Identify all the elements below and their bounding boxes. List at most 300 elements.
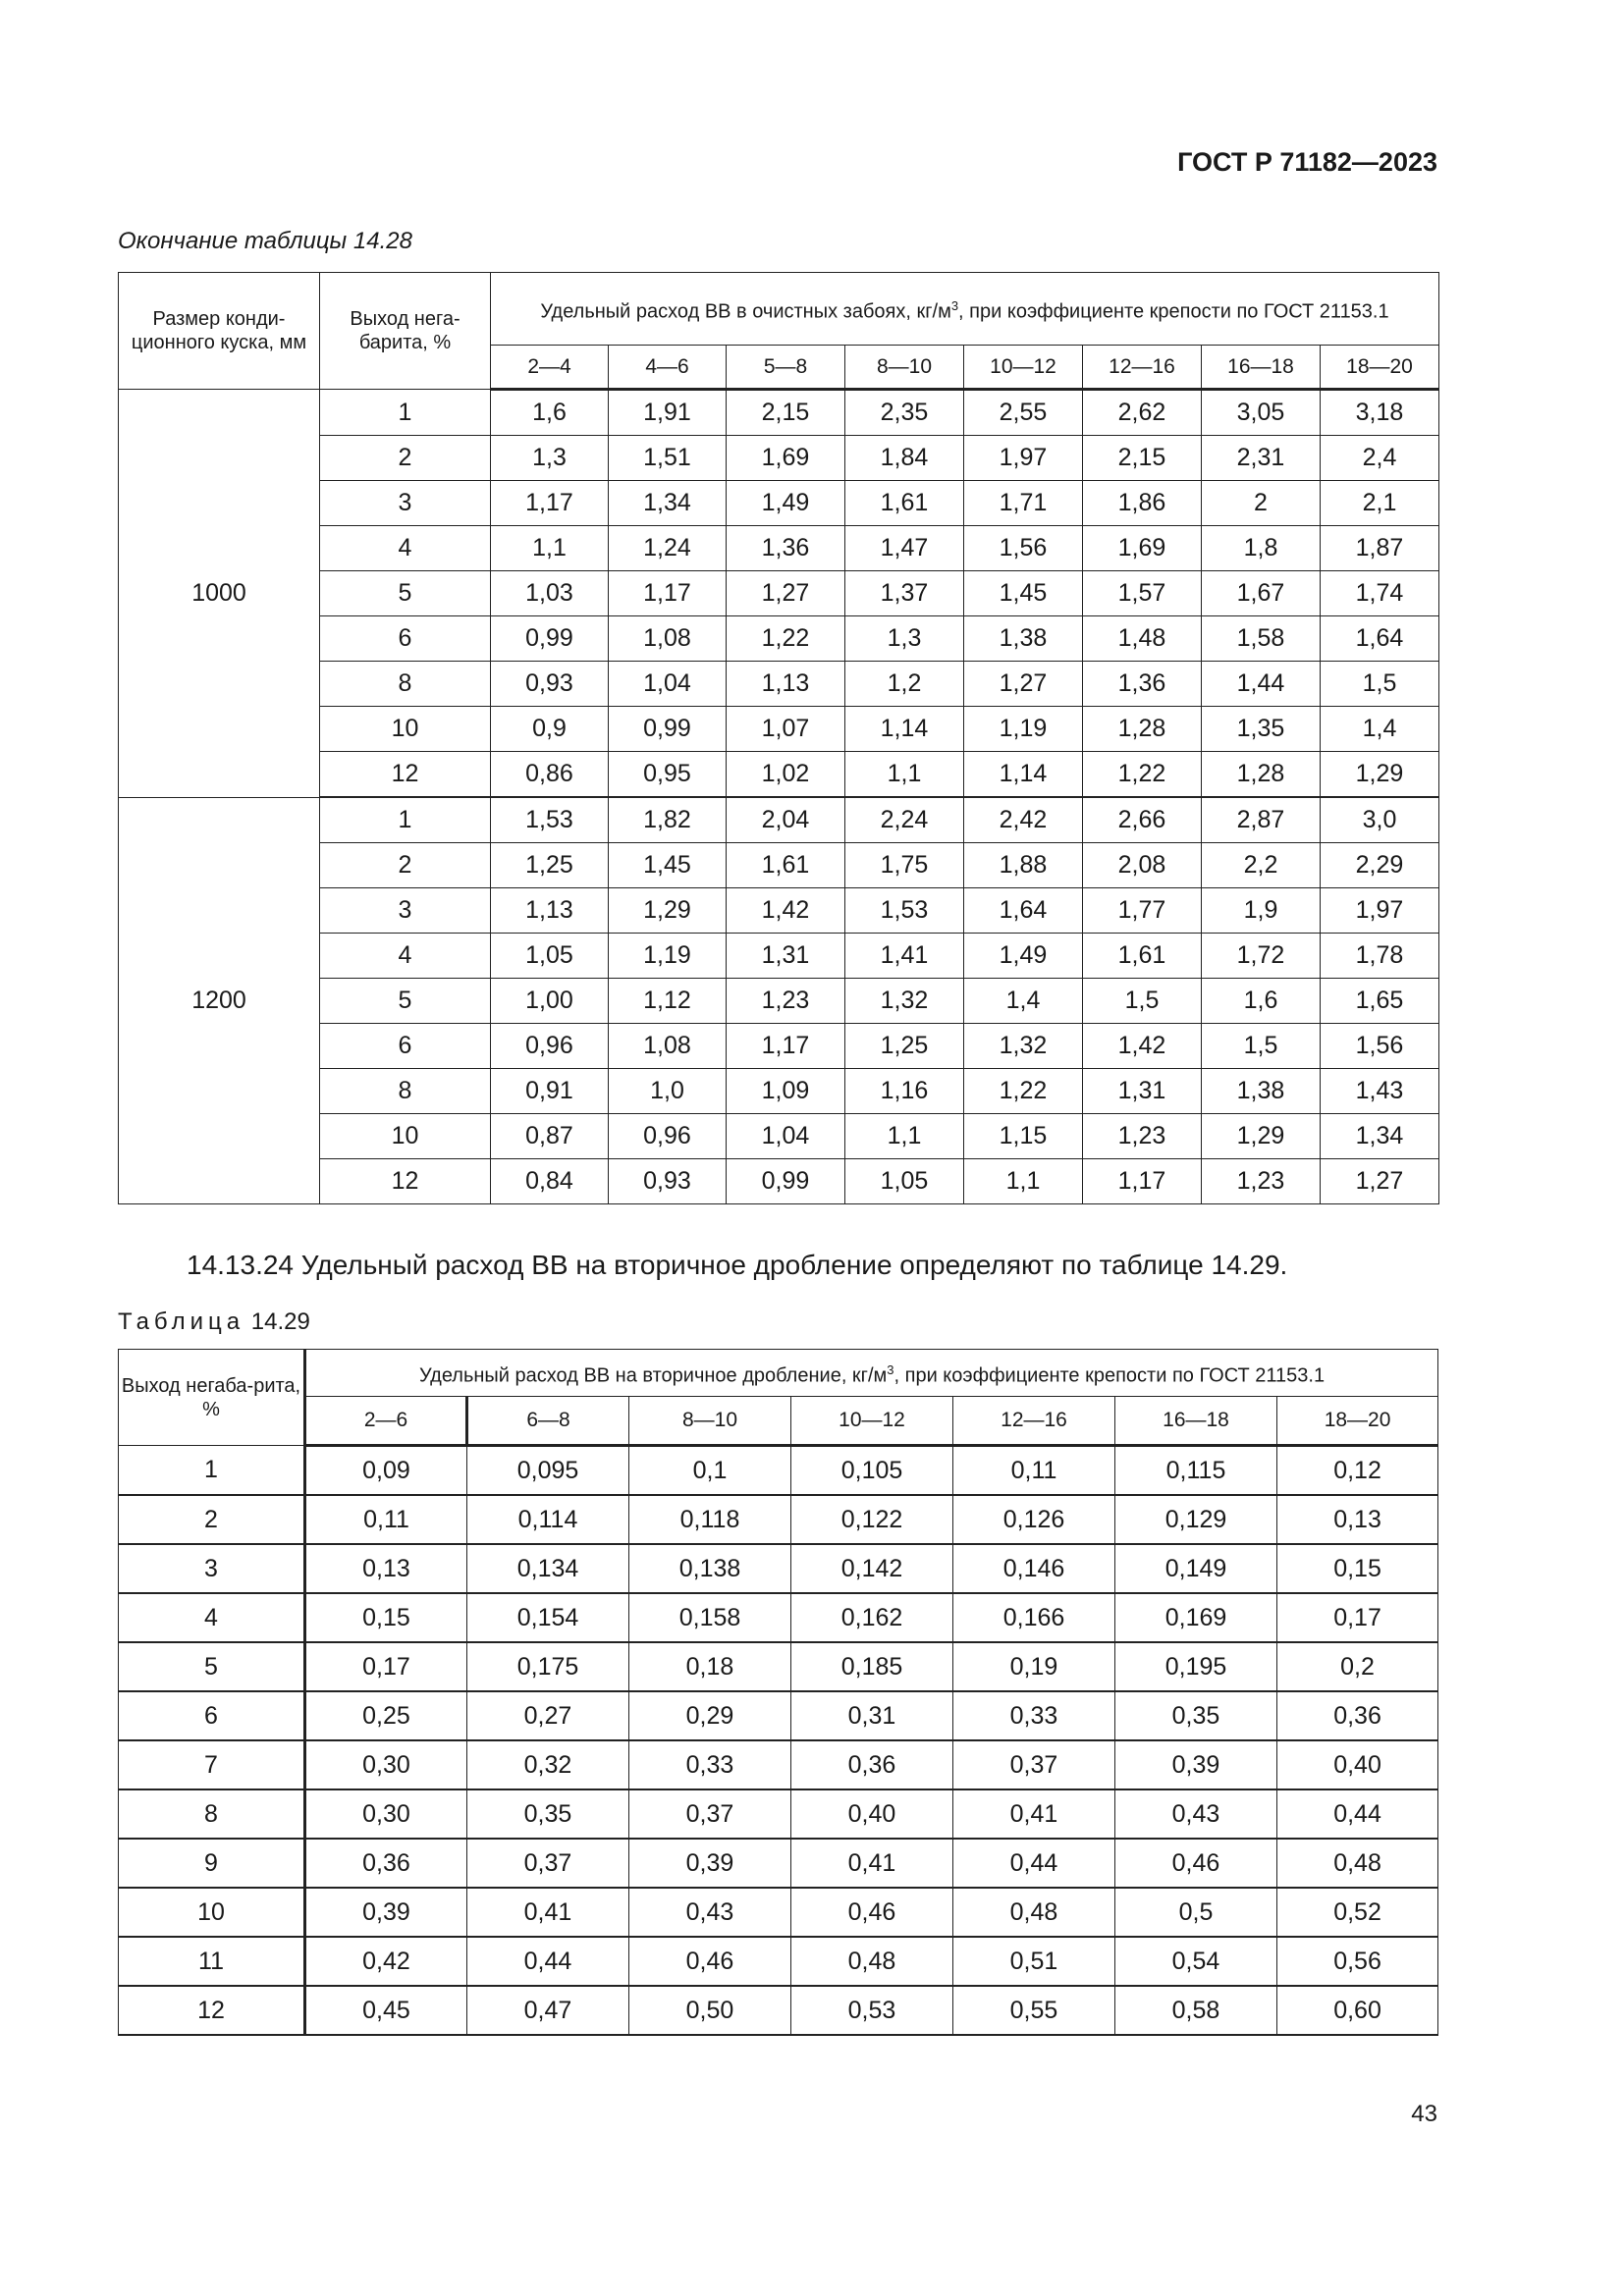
yield-cell: 1 [320,797,491,843]
yield-cell: 12 [320,752,491,798]
value-cell: 0,43 [1115,1789,1277,1839]
value-cell: 1,34 [609,481,727,526]
value-cell: 1,61 [1083,934,1202,979]
value-cell: 3,18 [1321,390,1439,436]
value-cell: 1,6 [491,390,609,436]
value-cell: 0,166 [953,1593,1115,1642]
value-cell: 0,40 [1277,1740,1438,1789]
value-cell: 0,115 [1115,1446,1277,1496]
value-cell: 1,31 [727,934,845,979]
value-cell: 0,126 [953,1495,1115,1544]
value-cell: 2,24 [845,797,964,843]
value-cell: 1,17 [1083,1159,1202,1204]
value-cell: 1,22 [964,1069,1083,1114]
value-cell: 1,86 [1083,481,1202,526]
column-header: 12—16 [953,1397,1115,1446]
value-cell: 0,37 [467,1839,629,1888]
value-cell: 0,158 [629,1593,791,1642]
value-cell: 0,33 [953,1691,1115,1740]
value-cell: 0,44 [467,1937,629,1986]
value-cell: 1,41 [845,934,964,979]
value-cell: 2,55 [964,390,1083,436]
value-cell: 0,55 [953,1986,1115,2035]
value-cell: 0,162 [791,1593,953,1642]
column-header: 8—10 [629,1397,791,1446]
column-header: 4—6 [609,346,727,390]
value-cell: 2,08 [1083,843,1202,888]
value-cell: 1,12 [609,979,727,1024]
value-cell: 0,09 [305,1446,467,1496]
table-14-28-caption: Окончание таблицы 14.28 [118,228,412,254]
yield-cell: 12 [320,1159,491,1204]
yield-cell: 10 [320,1114,491,1159]
value-cell: 1,77 [1083,888,1202,934]
value-cell: 0,45 [305,1986,467,2035]
value-cell: 2,15 [1083,436,1202,481]
value-cell: 1,38 [1202,1069,1321,1114]
value-cell: 0,154 [467,1593,629,1642]
value-cell: 1,64 [964,888,1083,934]
value-cell: 1,3 [491,436,609,481]
table-row [119,1544,1438,1593]
value-cell: 2,35 [845,390,964,436]
value-cell: 1,28 [1083,707,1202,752]
header-yield: Выход негаба-рита, % [119,1350,305,1446]
value-cell: 1,25 [491,843,609,888]
value-cell: 0,118 [629,1495,791,1544]
value-cell: 0,169 [1115,1593,1277,1642]
value-cell: 1,61 [727,843,845,888]
value-cell: 0,129 [1115,1495,1277,1544]
column-header: 2—6 [305,1397,467,1446]
value-cell: 1,97 [1321,888,1439,934]
value-cell: 2,66 [1083,797,1202,843]
value-cell: 0,122 [791,1495,953,1544]
value-cell: 2,31 [1202,436,1321,481]
column-header: 12—16 [1083,346,1202,390]
value-cell: 0,142 [791,1544,953,1593]
yield-cell: 10 [320,707,491,752]
value-cell: 1,03 [491,571,609,616]
value-cell: 1,49 [727,481,845,526]
yield-cell: 3 [320,888,491,934]
value-cell: 1,27 [964,662,1083,707]
value-cell: 1,9 [1202,888,1321,934]
value-cell: 0,30 [305,1740,467,1789]
value-cell: 0,96 [491,1024,609,1069]
yield-cell: 7 [119,1740,305,1789]
value-cell: 0,32 [467,1740,629,1789]
value-cell: 1,04 [727,1114,845,1159]
value-cell: 2,4 [1321,436,1439,481]
value-cell: 0,5 [1115,1888,1277,1937]
value-cell: 1,42 [1083,1024,1202,1069]
yield-cell: 4 [119,1593,305,1642]
value-cell: 1,56 [1321,1024,1439,1069]
value-cell: 1,4 [964,979,1083,1024]
value-cell: 1,67 [1202,571,1321,616]
value-cell: 1,14 [845,707,964,752]
table-row [119,1642,1438,1691]
value-cell: 1,97 [964,436,1083,481]
value-cell: 1,08 [609,616,727,662]
value-cell: 1,31 [1083,1069,1202,1114]
value-cell: 1,75 [845,843,964,888]
value-cell: 1,4 [1321,707,1439,752]
size-cell: 1000 [119,390,320,798]
value-cell: 1,51 [609,436,727,481]
value-cell: 1,3 [845,616,964,662]
value-cell: 1,23 [1083,1114,1202,1159]
value-cell: 1,45 [964,571,1083,616]
header-main [491,273,1439,346]
yield-cell: 11 [119,1937,305,1986]
value-cell: 0,149 [1115,1544,1277,1593]
value-cell: 1,65 [1321,979,1439,1024]
value-cell: 0,50 [629,1986,791,2035]
value-cell: 1,17 [491,481,609,526]
value-cell: 0,40 [791,1789,953,1839]
value-cell: 0,11 [953,1446,1115,1496]
value-cell: 1,09 [727,1069,845,1114]
value-cell: 0,31 [791,1691,953,1740]
value-cell: 0,134 [467,1544,629,1593]
value-cell: 0,96 [609,1114,727,1159]
column-header: 16—18 [1115,1397,1277,1446]
yield-cell: 3 [320,481,491,526]
value-cell: 0,42 [305,1937,467,1986]
value-cell: 1,64 [1321,616,1439,662]
column-header: 18—20 [1277,1397,1438,1446]
value-cell: 0,30 [305,1789,467,1839]
value-cell: 2,62 [1083,390,1202,436]
table-row [119,797,1439,843]
column-header: 5—8 [727,346,845,390]
column-header: 10—12 [791,1397,953,1446]
value-cell: 0,146 [953,1544,1115,1593]
value-cell: 0,11 [305,1495,467,1544]
value-cell: 0,185 [791,1642,953,1691]
table-row [119,1839,1438,1888]
value-cell: 0,13 [305,1544,467,1593]
value-cell: 0,99 [609,707,727,752]
value-cell: 0,47 [467,1986,629,2035]
value-cell: 2,15 [727,390,845,436]
yield-cell: 9 [119,1839,305,1888]
value-cell: 1,1 [491,526,609,571]
value-cell: 1,71 [964,481,1083,526]
value-cell: 1,37 [845,571,964,616]
column-header: 2—4 [491,346,609,390]
value-cell: 0,17 [305,1642,467,1691]
column-header: 8—10 [845,346,964,390]
value-cell: 1,1 [845,1114,964,1159]
yield-cell: 5 [320,571,491,616]
header-main-pre: Удельный расход ВВ на вторичное дробление, кг/м [419,1364,888,1387]
value-cell: 0,17 [1277,1593,1438,1642]
value-cell: 0,114 [467,1495,629,1544]
value-cell: 0,095 [467,1446,629,1496]
yield-cell: 4 [320,526,491,571]
value-cell: 1,04 [609,662,727,707]
table-row [119,1937,1438,1986]
value-cell: 1,2 [845,662,964,707]
value-cell: 0,12 [1277,1446,1438,1496]
column-header: 10—12 [964,346,1083,390]
yield-cell: 5 [320,979,491,1024]
value-cell: 0,41 [953,1789,1115,1839]
value-cell: 1,47 [845,526,964,571]
value-cell: 1,14 [964,752,1083,798]
value-cell: 0,93 [609,1159,727,1204]
value-cell: 1,53 [845,888,964,934]
caption-number: 14.29 [244,1308,310,1335]
value-cell: 1,45 [609,843,727,888]
value-cell: 0,99 [727,1159,845,1204]
value-cell: 1,0 [609,1069,727,1114]
value-cell: 0,48 [1277,1839,1438,1888]
table-14-28 [118,272,1439,1204]
value-cell: 0,195 [1115,1642,1277,1691]
value-cell: 1,24 [609,526,727,571]
value-cell: 0,60 [1277,1986,1438,2035]
value-cell: 0,84 [491,1159,609,1204]
value-cell: 1,69 [1083,526,1202,571]
yield-cell: 12 [119,1986,305,2035]
value-cell: 0,105 [791,1446,953,1496]
table-row [119,1888,1438,1937]
yield-cell: 10 [119,1888,305,1937]
value-cell: 0,44 [953,1839,1115,1888]
value-cell: 2,42 [964,797,1083,843]
table-row [119,1495,1438,1544]
yield-cell: 1 [320,390,491,436]
value-cell: 1,48 [1083,616,1202,662]
value-cell: 0,51 [953,1937,1115,1986]
value-cell: 1,05 [845,1159,964,1204]
value-cell: 1,36 [727,526,845,571]
yield-cell: 6 [119,1691,305,1740]
value-cell: 0,37 [953,1740,1115,1789]
value-cell: 0,138 [629,1544,791,1593]
value-cell: 1,29 [609,888,727,934]
value-cell: 0,58 [1115,1986,1277,2035]
value-cell: 1,5 [1202,1024,1321,1069]
header-main-sup: 3 [950,297,959,313]
value-cell: 0,25 [305,1691,467,1740]
size-cell: 1200 [119,797,320,1204]
value-cell: 1,25 [845,1024,964,1069]
header-main-sup: 3 [887,1362,894,1377]
value-cell: 0,86 [491,752,609,798]
value-cell: 1,29 [1321,752,1439,798]
yield-cell: 6 [320,616,491,662]
value-cell: 0,93 [491,662,609,707]
table-row [119,1446,1438,1496]
yield-cell: 8 [320,662,491,707]
value-cell: 1,44 [1202,662,1321,707]
value-cell: 0,95 [609,752,727,798]
value-cell: 1,22 [1083,752,1202,798]
value-cell: 0,33 [629,1740,791,1789]
value-cell: 0,87 [491,1114,609,1159]
header-size: Размер конди-ционного куска, мм [119,273,320,390]
yield-cell: 2 [320,436,491,481]
value-cell: 1,35 [1202,707,1321,752]
value-cell: 0,18 [629,1642,791,1691]
value-cell: 1,78 [1321,934,1439,979]
value-cell: 0,99 [491,616,609,662]
value-cell: 1,74 [1321,571,1439,616]
value-cell: 0,35 [1115,1691,1277,1740]
value-cell: 0,39 [629,1839,791,1888]
value-cell: 0,36 [305,1839,467,1888]
table-row [119,1691,1438,1740]
value-cell: 1,42 [727,888,845,934]
value-cell: 3,0 [1321,797,1439,843]
value-cell: 2,29 [1321,843,1439,888]
value-cell: 0,29 [629,1691,791,1740]
value-cell: 1,16 [845,1069,964,1114]
value-cell: 1,5 [1321,662,1439,707]
value-cell: 1,72 [1202,934,1321,979]
value-cell: 1,23 [727,979,845,1024]
value-cell: 1,87 [1321,526,1439,571]
value-cell: 0,19 [953,1642,1115,1691]
value-cell: 1,36 [1083,662,1202,707]
yield-cell: 6 [320,1024,491,1069]
value-cell: 1,27 [727,571,845,616]
header-main-post: , при коэффициенте крепости по ГОСТ 21153.1 [958,300,1389,323]
value-cell: 2,1 [1321,481,1439,526]
value-cell: 1,57 [1083,571,1202,616]
value-cell: 1,13 [491,888,609,934]
value-cell: 1,08 [609,1024,727,1069]
value-cell: 0,36 [1277,1691,1438,1740]
value-cell: 3,05 [1202,390,1321,436]
value-cell: 0,56 [1277,1937,1438,1986]
value-cell: 1,5 [1083,979,1202,1024]
yield-cell: 2 [119,1495,305,1544]
value-cell: 0,15 [1277,1544,1438,1593]
yield-cell: 8 [320,1069,491,1114]
value-cell: 1,1 [845,752,964,798]
paragraph-14-13-24: 14.13.24 Удельный расход ВВ на вторичное дробление определяют по таблице 14.29. [187,1250,1288,1280]
yield-cell: 1 [119,1446,305,1496]
value-cell: 1,32 [964,1024,1083,1069]
yield-cell: 2 [320,843,491,888]
value-cell: 0,43 [629,1888,791,1937]
value-cell: 2,87 [1202,797,1321,843]
value-cell: 0,15 [305,1593,467,1642]
table-row [119,390,1439,436]
table-row [119,1593,1438,1642]
value-cell: 1,6 [1202,979,1321,1024]
table-row [119,1740,1438,1789]
value-cell: 0,39 [305,1888,467,1937]
value-cell: 1,32 [845,979,964,1024]
value-cell: 2,2 [1202,843,1321,888]
yield-cell: 8 [119,1789,305,1839]
value-cell: 1,15 [964,1114,1083,1159]
value-cell: 0,54 [1115,1937,1277,1986]
value-cell: 1,88 [964,843,1083,888]
value-cell: 1,53 [491,797,609,843]
value-cell: 0,48 [791,1937,953,1986]
value-cell: 0,48 [953,1888,1115,1937]
table-row [119,1986,1438,2035]
value-cell: 1,49 [964,934,1083,979]
value-cell: 0,13 [1277,1495,1438,1544]
value-cell: 1,58 [1202,616,1321,662]
header-yield: Выход нега-барита, % [320,273,491,390]
value-cell: 0,46 [1115,1839,1277,1888]
value-cell: 0,37 [629,1789,791,1839]
value-cell: 1,1 [964,1159,1083,1204]
value-cell: 1,84 [845,436,964,481]
value-cell: 0,41 [467,1888,629,1937]
yield-cell: 4 [320,934,491,979]
value-cell: 1,02 [727,752,845,798]
header-main-post: , при коэффициенте крепости по ГОСТ 21153.1 [893,1364,1326,1387]
value-cell: 1,00 [491,979,609,1024]
value-cell: 1,91 [609,390,727,436]
value-cell: 1,38 [964,616,1083,662]
value-cell: 0,91 [491,1069,609,1114]
value-cell: 0,46 [791,1888,953,1937]
value-cell: 1,8 [1202,526,1321,571]
value-cell: 0,2 [1277,1642,1438,1691]
value-cell: 1,28 [1202,752,1321,798]
value-cell: 1,23 [1202,1159,1321,1204]
table-14-29-caption [118,1308,310,1336]
value-cell: 1,13 [727,662,845,707]
value-cell: 2,04 [727,797,845,843]
value-cell: 1,22 [727,616,845,662]
value-cell: 1,05 [491,934,609,979]
value-cell: 0,1 [629,1446,791,1496]
value-cell: 1,34 [1321,1114,1439,1159]
value-cell: 0,175 [467,1642,629,1691]
value-cell: 0,36 [791,1740,953,1789]
value-cell: 1,19 [609,934,727,979]
yield-cell: 5 [119,1642,305,1691]
header-main [305,1350,1438,1397]
page-number: 43 [1411,2101,1437,2127]
value-cell: 2 [1202,481,1321,526]
value-cell: 1,29 [1202,1114,1321,1159]
value-cell: 0,53 [791,1986,953,2035]
header-main-pre: Удельный расход ВВ в очистных забоях, кг/м [540,300,951,323]
value-cell: 1,69 [727,436,845,481]
value-cell: 0,35 [467,1789,629,1839]
table-row [119,1789,1438,1839]
value-cell: 0,27 [467,1691,629,1740]
value-cell: 1,17 [727,1024,845,1069]
value-cell: 1,27 [1321,1159,1439,1204]
value-cell: 1,07 [727,707,845,752]
value-cell: 0,44 [1277,1789,1438,1839]
yield-cell: 3 [119,1544,305,1593]
caption-word: Таблица [118,1308,245,1335]
value-cell: 1,82 [609,797,727,843]
column-header: 16—18 [1202,346,1321,390]
value-cell: 0,39 [1115,1740,1277,1789]
column-header: 18—20 [1321,346,1439,390]
value-cell: 1,56 [964,526,1083,571]
value-cell: 0,46 [629,1937,791,1986]
value-cell: 1,17 [609,571,727,616]
